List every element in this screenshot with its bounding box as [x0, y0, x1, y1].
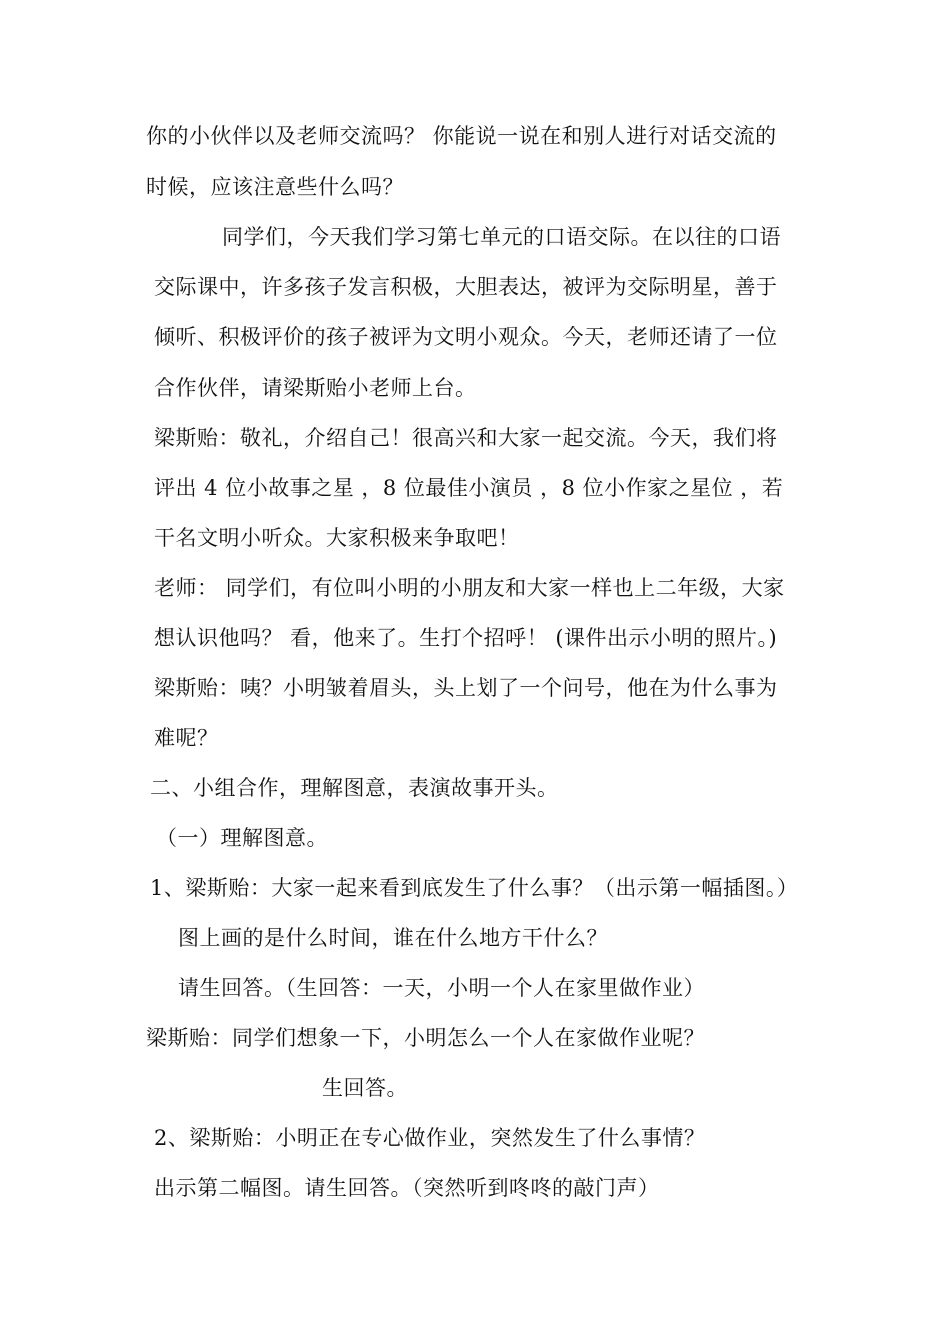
text-line: 生回答。 [322, 1076, 408, 1100]
text-line: 梁斯贻：咦？小明皱着眉头，头上划了一个问号，他在为什么事为 [154, 676, 778, 700]
text-line: 同学们，今天我们学习第七单元的口语交际。在以往的口语 [222, 225, 781, 249]
text-line: 老师： 同学们，有位叫小明的小朋友和大家一样也上二年级，大家 [154, 576, 785, 600]
text-line: 梁斯贻：敬礼，介绍自己！很高兴和大家一起交流。今天，我们将 [154, 426, 778, 450]
text-line: 想认识他吗？ 看，他来了。生打个招呼！ (课件出示小明的照片。) [154, 626, 778, 650]
section-heading: 二、小组合作，理解图意，表演故事开头。 [150, 776, 559, 800]
subsection-heading: （一）理解图意。 [156, 826, 328, 850]
text-line: 干名文明小听众。大家积极来争取吧！ [154, 526, 520, 550]
text-line: 难呢？ [154, 726, 219, 750]
text-line: 倾听、积极评价的孩子被评为文明小观众。今天，老师还请了一位 [154, 325, 778, 349]
text-line: 你的小伙伴以及老师交流吗？ 你能说一说在和别人进行对话交流的 [146, 124, 777, 148]
text-line: 2、梁斯贻：小明正在专心做作业，突然发生了什么事情？ [154, 1126, 706, 1150]
text-line: 出示第二幅图。请生回答。（突然听到咚咚的敲门声） [154, 1176, 660, 1200]
text-line: 请生回答。（生回答：一天，小明一个人在家里做作业） [178, 976, 705, 1000]
text-line: 交际课中，许多孩子发言积极，大胆表达，被评为交际明星，善于 [154, 275, 778, 299]
text-line: 梁斯贻：同学们想象一下，小明怎么一个人在家做作业呢？ [146, 1026, 705, 1050]
text-line: 时候，应该注意些什么吗？ [146, 175, 404, 199]
text-line: 1、梁斯贻：大家一起来看到底发生了什么事？（出示第一幅插图。） [150, 876, 799, 900]
text-line: 评出 4 位小故事之星 ，8 位最佳小演员 ，8 位小作家之星位 ，若 [154, 476, 784, 500]
text-line: 合作伙伴，请梁斯贻小老师上台。 [154, 376, 477, 400]
text-line: 图上画的是什么时间，谁在什么地方干什么？ [178, 926, 608, 950]
